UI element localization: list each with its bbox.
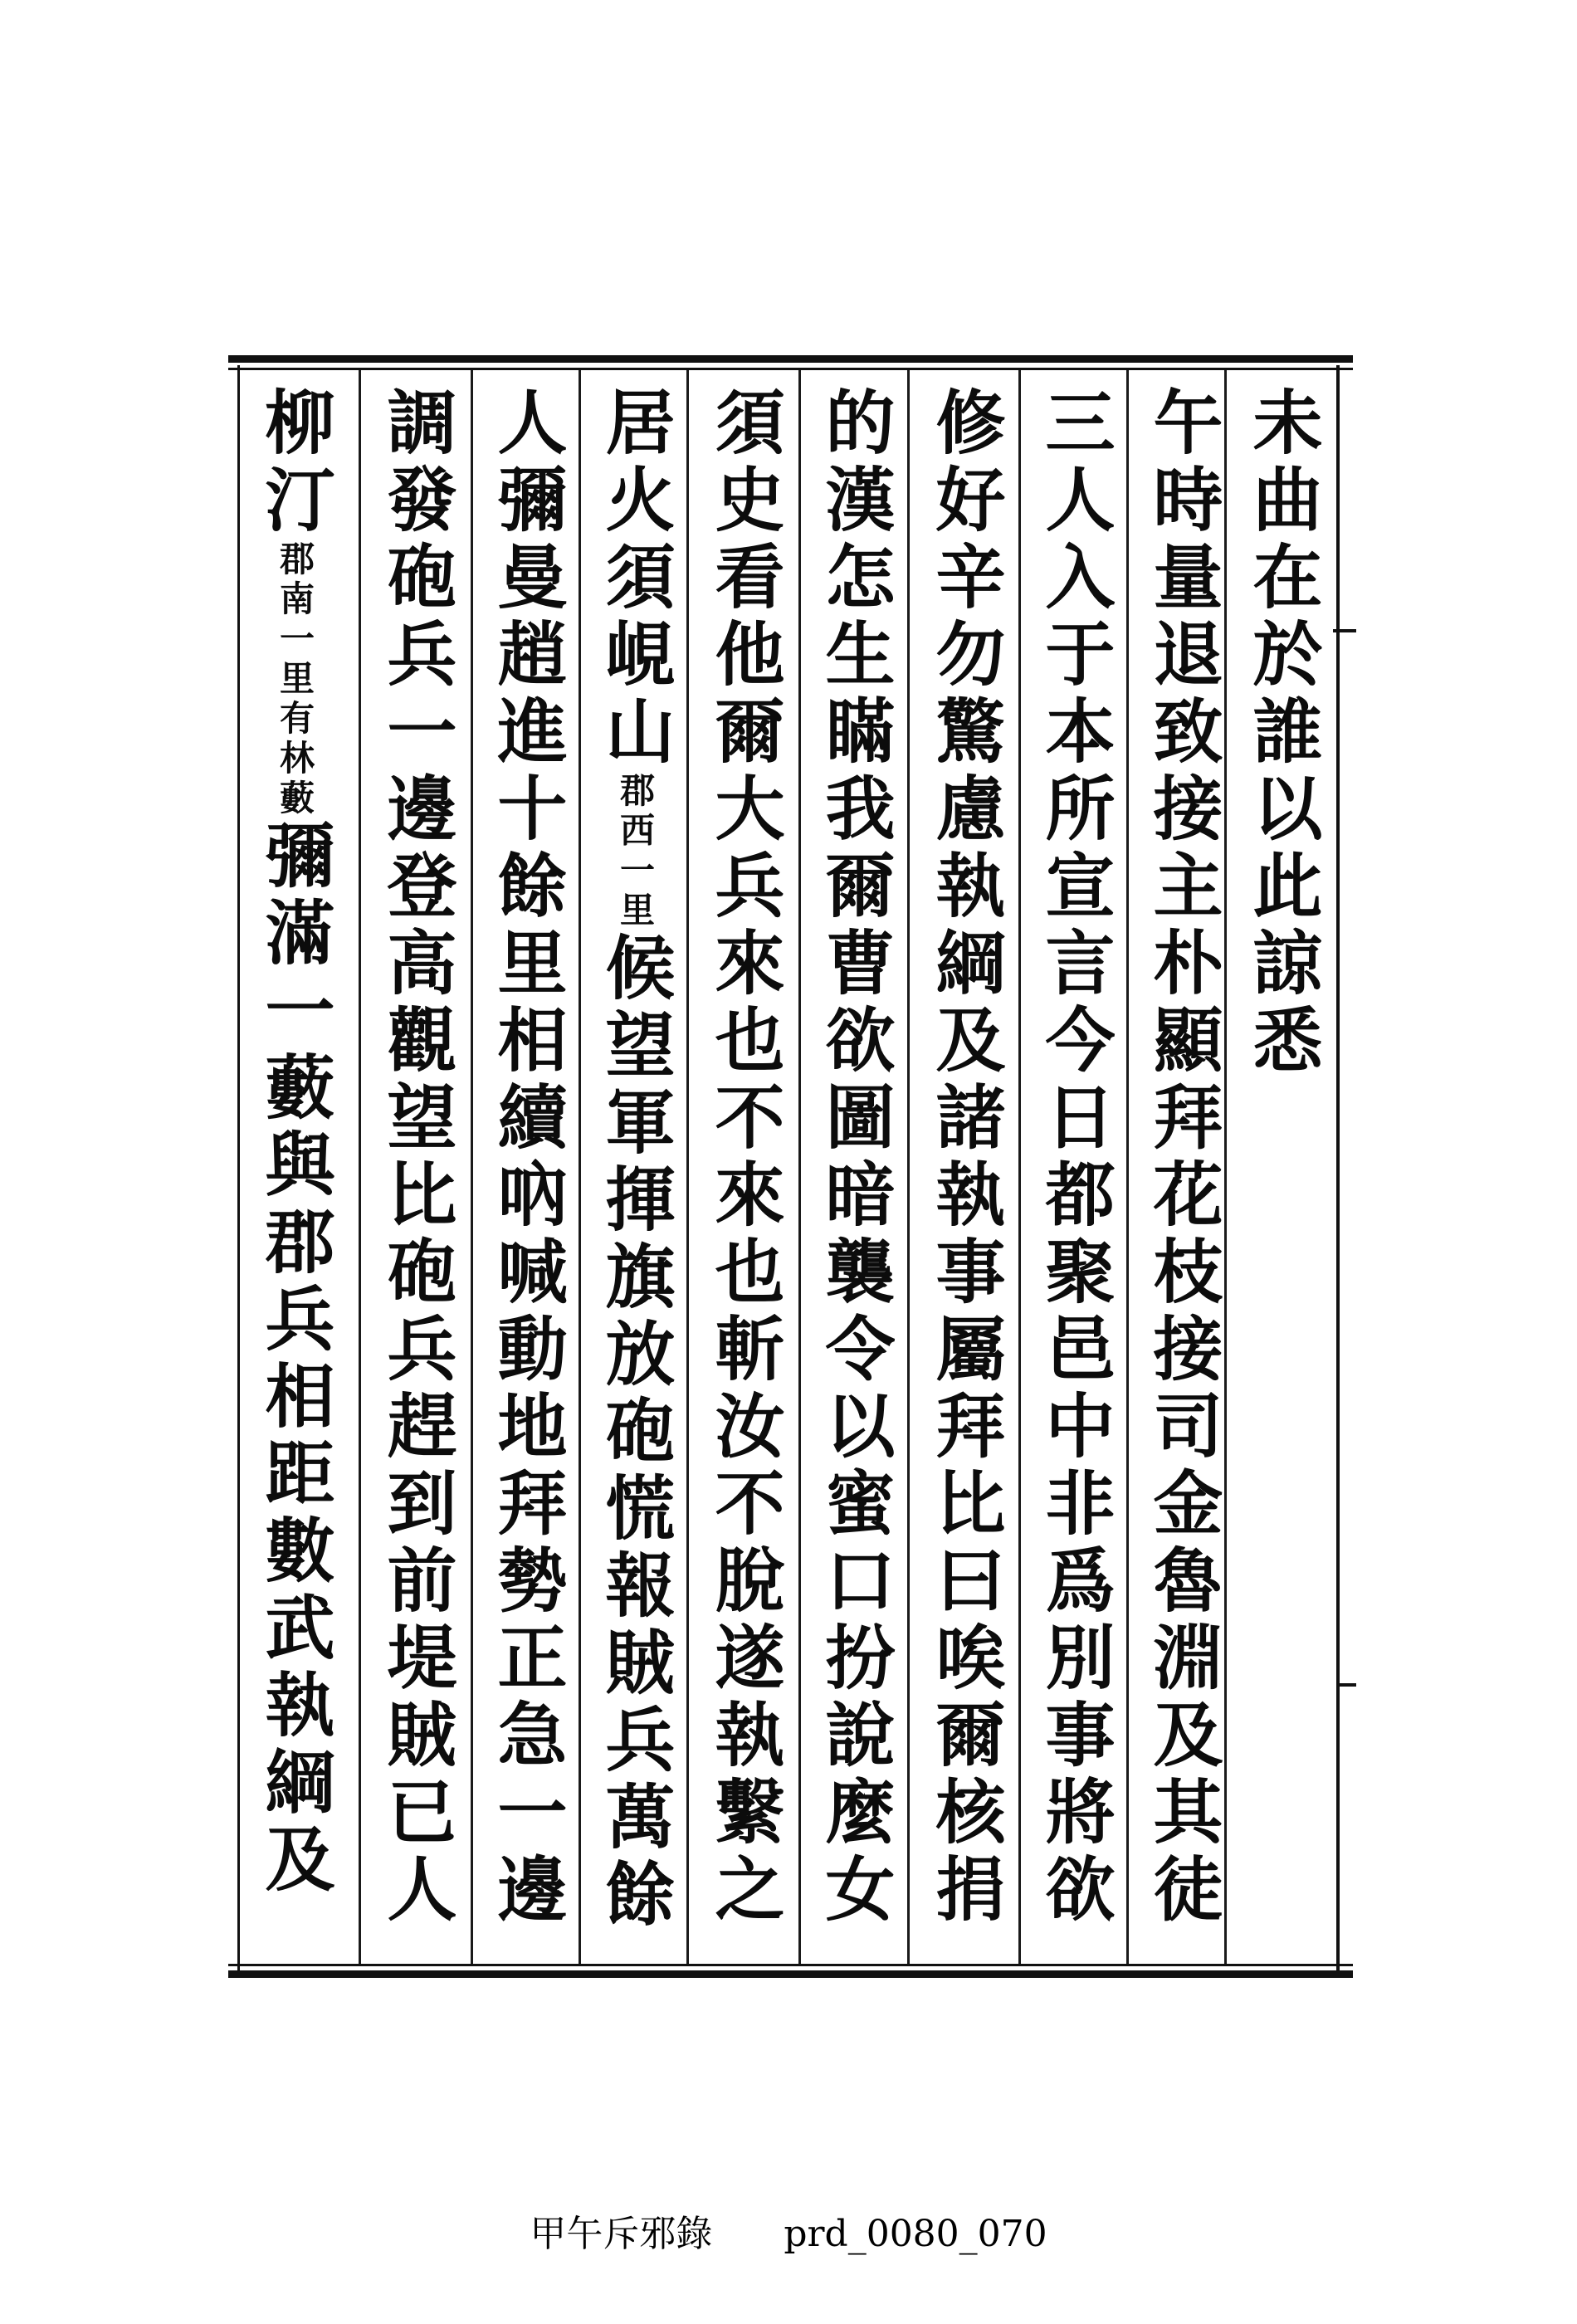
frame-top-inner-rule <box>228 368 1353 370</box>
page-footer <box>0 2204 1577 2257</box>
column-10-text-a: 柳汀 <box>254 386 336 540</box>
column-divider <box>798 370 801 1964</box>
frame-top-rule <box>228 355 1353 363</box>
text-column-9: 調發砲兵一邊登高觀望比砲兵趕到前堤賊已人 <box>376 386 458 1930</box>
column-divider <box>1126 370 1129 1964</box>
frame-bottom-rule <box>228 1970 1353 1978</box>
column-10-text-b: 彌滿一藪與郡兵相距數武執綱及 <box>254 819 336 1900</box>
text-column-2: 午時量退致接主朴顯拜花枝接司金魯淵及其徒 <box>1142 386 1224 1930</box>
column-divider <box>471 370 473 1964</box>
column-7-text-a: 居火須峴山 <box>594 386 676 772</box>
column-7-text-b: 候望軍揮旗放砲慌報賊兵萬餘 <box>594 931 676 1935</box>
fold-mark <box>1336 1683 1356 1687</box>
column-divider <box>579 370 581 1964</box>
column-10-annotation-2: 有林藪 <box>275 700 315 819</box>
column-10-annotation-1: 郡南一里 <box>275 540 315 700</box>
footer-code: prd_0080_070 <box>784 2213 1047 2255</box>
column-7-annotation: 郡西一里 <box>615 772 656 931</box>
text-column-4: 修好辛勿驚慮執綱及諸執事屬拜比曰唉爾核捐 <box>925 386 1007 1930</box>
column-divider <box>686 370 689 1964</box>
text-column-7 <box>589 386 681 1955</box>
column-divider <box>1018 370 1021 1964</box>
footer-title: 甲午斥邪錄 <box>530 2213 713 2255</box>
frame-right-rule <box>1336 365 1340 1971</box>
text-column-1: 未曲在於誰以此諒悉 <box>1242 386 1324 1081</box>
frame-left-rule <box>237 365 240 1971</box>
column-divider <box>907 370 910 1964</box>
fold-tick <box>1333 629 1356 632</box>
frame-bottom-inner-rule <box>228 1964 1353 1966</box>
text-column-10 <box>249 386 340 1955</box>
text-column-5: 的漢怎生瞞我爾曹欲圖暗襲令以蜜口扮說麼女 <box>814 386 896 1930</box>
text-column-3: 三人入于本所宣言今日都聚邑中非爲別事將欲 <box>1034 386 1116 1930</box>
text-column-6: 須史看他爾大兵來也不來也斬汝不脫遂執繫之 <box>704 386 786 1930</box>
column-divider <box>359 370 361 1964</box>
text-column-8: 人彌曼趙進十餘里相續吶喊動地拜勢正急一邊 <box>486 386 569 1930</box>
